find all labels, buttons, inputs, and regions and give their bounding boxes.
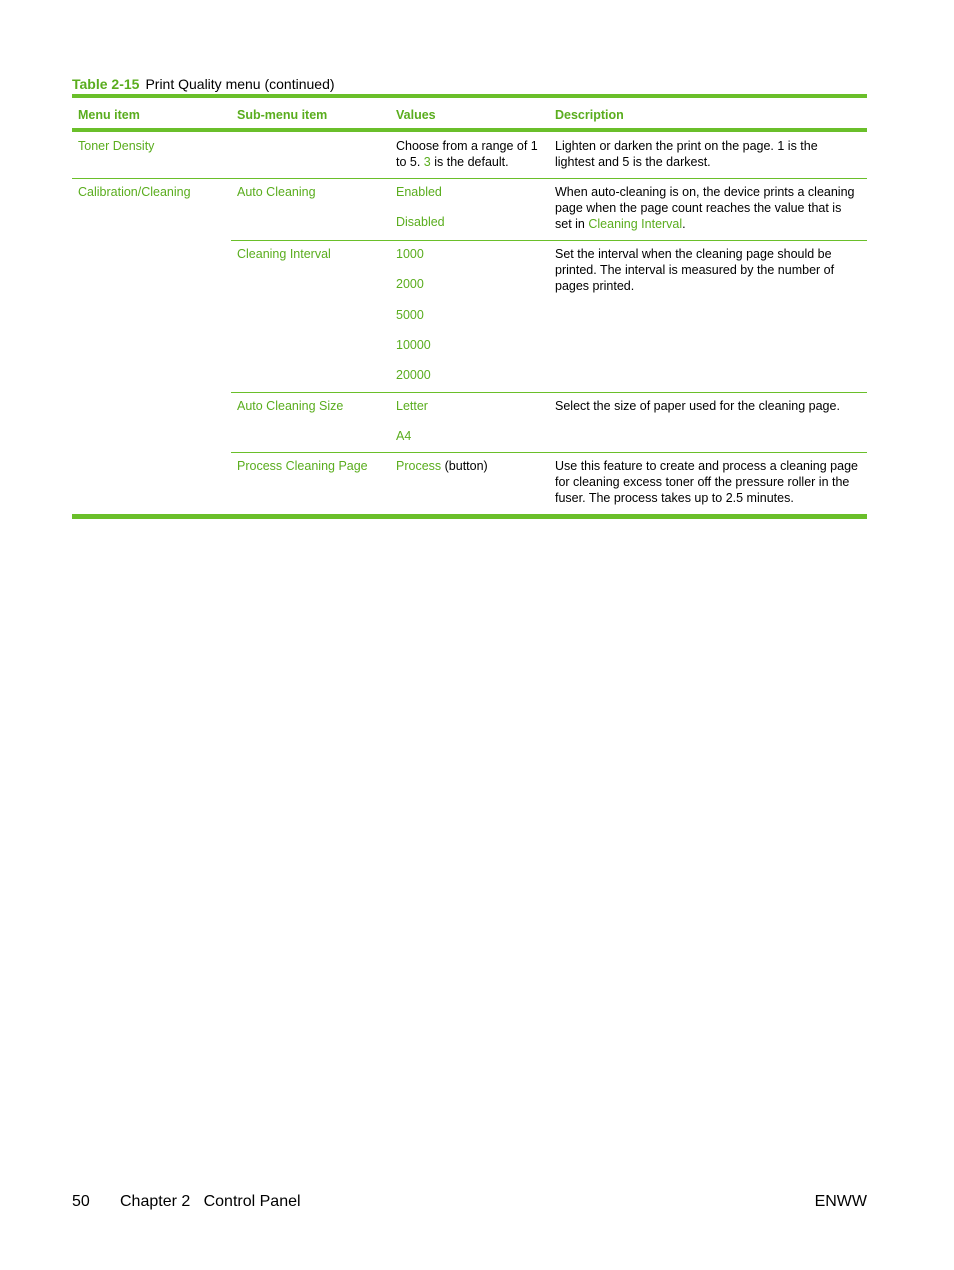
process-cleaning-page-value bbox=[396, 458, 546, 474]
value-letter[interactable]: Letter bbox=[396, 399, 428, 413]
cleaning-interval-values bbox=[396, 246, 546, 397]
table-header-row bbox=[72, 98, 867, 128]
row-divider bbox=[231, 452, 867, 453]
table-title: Print Quality menu (continued) bbox=[145, 76, 335, 92]
auto-cleaning-size-description: Select the size of paper used for the cleaning page. bbox=[555, 399, 840, 413]
header-submenu-item: Sub-menu item bbox=[237, 108, 328, 122]
value-disabled[interactable]: Disabled bbox=[396, 215, 445, 230]
process-cleaning-page-description: Use this feature to create and process a cleaning page for cleaning excess toner off the pressure roller in the fuser. The process takes up to 2.5 minutes. bbox=[555, 459, 858, 505]
cleaning-interval-description: Set the interval when the cleaning page should be printed. The interval is measured by the number of pages printed. bbox=[555, 247, 835, 293]
toner-density-values bbox=[396, 138, 546, 170]
table-row-calibration-cleaning bbox=[72, 178, 867, 514]
auto-cleaning-size-values bbox=[396, 398, 546, 459]
submenu-process-cleaning-page[interactable]: Process Cleaning Page bbox=[237, 459, 368, 473]
print-quality-table bbox=[72, 94, 867, 519]
header-menu-item: Menu item bbox=[78, 108, 140, 122]
value-1000[interactable]: 1000 bbox=[396, 247, 424, 261]
row-divider bbox=[231, 392, 867, 393]
table-row-toner-density bbox=[72, 132, 867, 178]
submenu-cleaning-interval[interactable]: Cleaning Interval bbox=[237, 247, 331, 261]
value-20000[interactable]: 20000 bbox=[396, 368, 431, 383]
default-value-link[interactable]: 3 bbox=[423, 155, 431, 169]
menu-item-toner-density[interactable]: Toner Density bbox=[78, 139, 155, 153]
toner-density-description: Lighten or darken the print on the page. 1 is the lightest and 5 is the darkest. bbox=[555, 139, 818, 169]
value-10000[interactable]: 10000 bbox=[396, 337, 431, 352]
row-divider bbox=[231, 240, 867, 241]
auto-cleaning-desc-text: When auto-cleaning is on, the device prints a cleaning page when the page count reaches the value that is set in bbox=[555, 185, 855, 231]
footer-code: ENWW bbox=[814, 1193, 867, 1210]
value-a4[interactable]: A4 bbox=[396, 429, 412, 444]
submenu-auto-cleaning[interactable]: Auto Cleaning bbox=[237, 185, 316, 199]
process-button-link[interactable]: Process bbox=[396, 459, 442, 473]
cleaning-interval-link[interactable]: Cleaning Interval bbox=[588, 217, 683, 231]
toner-values-suffix: is the default. bbox=[430, 155, 509, 169]
submenu-auto-cleaning-size[interactable]: Auto Cleaning Size bbox=[237, 399, 344, 413]
header-values: Values bbox=[396, 108, 436, 122]
value-enabled[interactable]: Enabled bbox=[396, 185, 442, 199]
process-button-suffix: (button) bbox=[441, 459, 488, 473]
footer-chapter: Chapter 2 Control Panel bbox=[120, 1193, 301, 1210]
value-2000[interactable]: 2000 bbox=[396, 277, 424, 292]
auto-cleaning-desc-suffix: . bbox=[682, 217, 686, 231]
table-bottom-rule bbox=[72, 514, 867, 519]
footer-page-number: 50 bbox=[72, 1193, 90, 1210]
value-5000[interactable]: 5000 bbox=[396, 307, 424, 322]
table-caption bbox=[72, 75, 335, 93]
toner-values-text: Choose from a range of 1 to 5. bbox=[396, 139, 538, 169]
table-number: Table 2-15 bbox=[72, 76, 140, 92]
header-description: Description bbox=[555, 108, 624, 122]
menu-item-calibration-cleaning[interactable]: Calibration/Cleaning bbox=[78, 185, 191, 199]
auto-cleaning-description bbox=[555, 184, 860, 232]
auto-cleaning-values bbox=[396, 184, 546, 245]
